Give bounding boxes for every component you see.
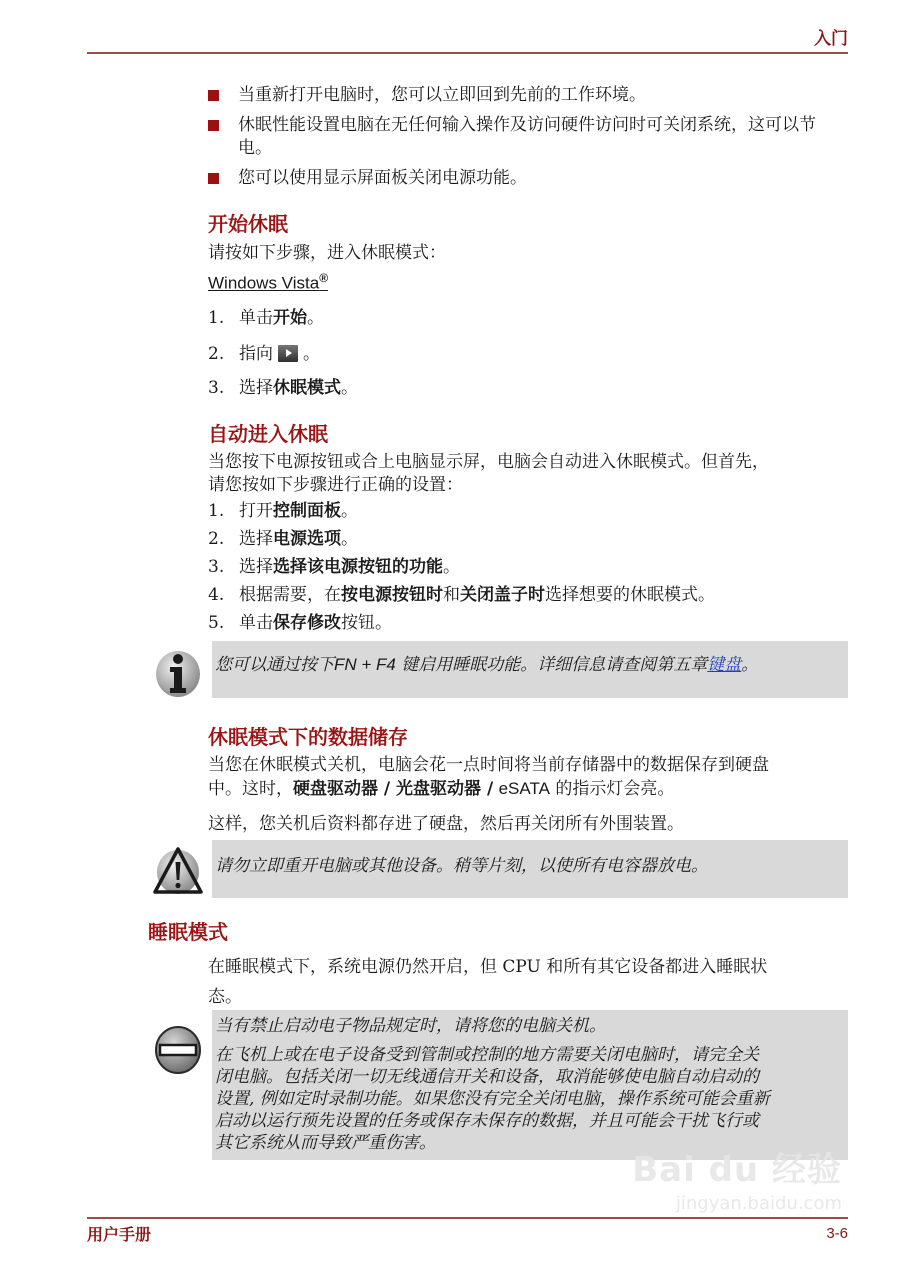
warning-note: 当有禁止启动电子物品规定时，请将您的电脑关机。 在飞机上或在电子设备受到管制或控制的地方需要关闭电脑时，请完全关 闭电脑。包括关闭一切无线通信开关和设备，取消能够使电脑自动启动的 设置, 例如定时录制功能。如果您没有完全关闭电脑，操作系统可能会重新 启动以运行预先设置的任务或保存未保存的数据，并且可能会干扰飞行或 其它系统从而导致严重伤害。 [212, 1010, 848, 1160]
header-rule [87, 52, 848, 54]
page-number: 3-6 [826, 1225, 848, 1242]
bullet-item: 休眠性能设置电脑在无任何输入操作及访问硬件访问时可关闭系统，这可以节电。 [208, 114, 838, 160]
step-item: 4. 根据需要，在按电源按钮时和关闭盖子时选择想要的休眠模式。 [208, 585, 715, 605]
heading-auto-hibernate: 自动进入休眠 [208, 422, 328, 446]
step-item: 3. 选择休眠模式。 [208, 378, 358, 398]
heading-sleep-mode: 睡眠模式 [148, 920, 228, 944]
footer-rule [87, 1217, 848, 1219]
keyboard-chapter-link[interactable]: 键盘 [707, 655, 742, 675]
step-item: 1. 打开控制面板。 [208, 501, 358, 521]
no-entry-icon [153, 1025, 203, 1075]
bullet-square-icon [208, 173, 219, 184]
step-item: 2. 指向 。 [208, 344, 320, 364]
caution-note: 请勿立即重开电脑或其他设备。稍等片刻，以使所有电容器放电。 [212, 840, 848, 898]
baidu-watermark: Bai du 经验 jingyan.baidu.com [632, 1150, 842, 1214]
step-item: 5. 单击保存修改按钮。 [208, 613, 392, 633]
bullet-square-icon [208, 90, 219, 101]
info-note: 您可以通过按下FN + F4 键启用睡眠功能。详细信息请查阅第五章键盘。 [212, 641, 848, 698]
heading-start-hibernate: 开始休眠 [208, 212, 288, 236]
heading-data-storage: 休眠模式下的数据储存 [208, 725, 408, 749]
section-title: 入门 [814, 29, 848, 49]
warning-icon [153, 846, 203, 896]
arrow-right-button-icon [278, 345, 298, 362]
sleep-mode-para: 在睡眠模式下，系统电源仍然开启，但 CPU 和所有其它设备都进入睡眠状 态。 [208, 957, 768, 1007]
auto-hibernate-intro: 当您按下电源按钮或合上电脑显示屏，电脑会自动进入休眠模式。但首先， 请您按如下步骤进行正确的设置： [208, 452, 769, 495]
data-storage-para: 当您在休眠模式关机，电脑会花一点时间将当前存储器中的数据保存到硬盘 中。这时，硬盘驱动器 / 光盘驱动器 / eSATA 的指示灯会亮。 [208, 755, 769, 799]
os-label: Windows Vista® [208, 271, 329, 293]
data-storage-para2: 这样，您关机后资料都存进了硬盘，然后再关闭所有外围装置。 [208, 814, 684, 834]
step-item: 2. 选择电源选项。 [208, 529, 358, 549]
info-icon [153, 648, 203, 698]
bullet-item: 当重新打开电脑时，您可以立即回到先前的工作环境。 [208, 84, 848, 107]
step-item: 3. 选择选择该电源按钮的功能。 [208, 557, 460, 577]
footer-manual-title: 用户手册 [87, 1225, 152, 1244]
step-item: 1. 单击开始。 [208, 308, 324, 328]
bullet-item: 您可以使用显示屏面板关闭电源功能。 [208, 167, 848, 190]
start-hibernate-intro: 请按如下步骤，进入休眠模式： [208, 243, 446, 263]
bullet-square-icon [208, 120, 219, 131]
